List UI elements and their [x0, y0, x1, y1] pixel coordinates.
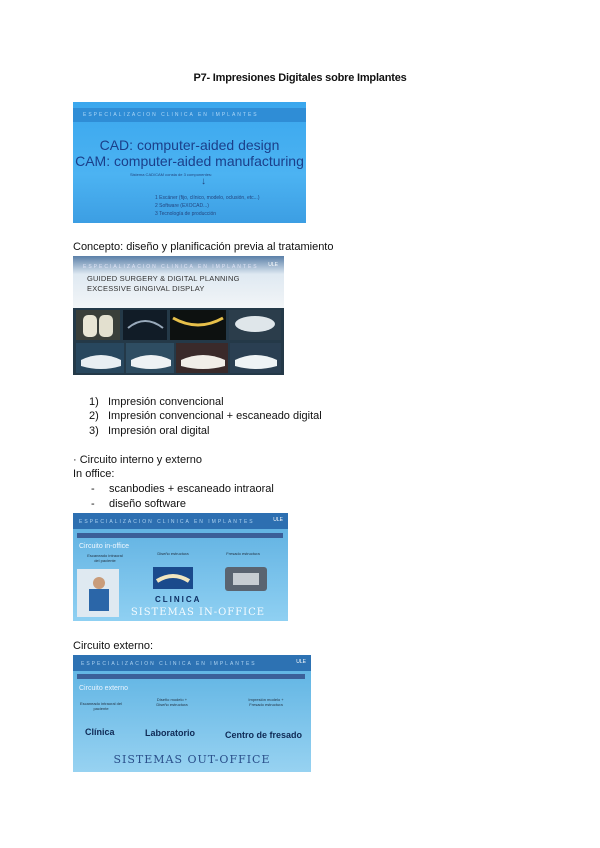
list-item	[89, 409, 322, 423]
step-label: Escaneado intraoral del paciente	[79, 701, 123, 711]
sistemas-out-office: SISTEMAS OUT-OFFICE	[113, 753, 271, 766]
cad-line: CAD: computer-aided design	[99, 137, 280, 153]
guided-surgery-heading	[87, 274, 240, 294]
ule-logo: ULE	[268, 262, 278, 268]
list-text: Impresión oral digital	[108, 425, 210, 437]
step-label: Diseño modelo + Diseño estructura	[156, 697, 188, 707]
list-item: 3 Tecnología de producción	[155, 211, 217, 217]
step-label: Impresión modelo + Fresado estructura	[248, 697, 284, 707]
circuito-in-office-label: Circuito in-office	[79, 543, 130, 550]
milling-window	[233, 573, 259, 585]
ule-logo: ULE	[273, 517, 283, 523]
tooth-shape	[99, 315, 113, 337]
scan-model	[235, 316, 275, 332]
list-item: 2 Software (EXOCAD...)	[155, 203, 209, 209]
step-label: Escaneado intraoral del paciente	[87, 553, 123, 563]
slide-header-text: ESPECIALIZACION CLINICA EN IMPLANTES	[79, 519, 255, 525]
bullet-dash: -	[91, 483, 95, 495]
cad-cam-components-label: Sistema CAD/CAM consta de 3 componentes:	[130, 172, 213, 177]
bullet-item	[91, 482, 274, 496]
laboratorio-label: Laboratorio	[145, 728, 196, 738]
concepto-text: Concepto: diseño y planificación previa al tratamiento	[73, 241, 334, 253]
slide-in-office-image	[73, 513, 288, 621]
centro-fresado-label: Centro de fresado	[225, 730, 303, 740]
bullet-dash: -	[91, 498, 95, 510]
step-label: Fresado estructura	[226, 551, 260, 556]
slide-subheader-bar	[77, 674, 305, 679]
clinica-label: CLINICA	[155, 595, 202, 604]
step-label: Diseño estructura	[157, 551, 189, 556]
heading-line: GUIDED SURGERY & DIGITAL PLANNING	[87, 274, 240, 283]
dentist-body	[89, 589, 109, 611]
list-item	[89, 395, 224, 409]
list-item: 1 Escáner (fijo, clínico, modelo, oclusión, etc...)	[155, 195, 260, 201]
dentist-head	[93, 577, 105, 589]
slide-header-text: ESPECIALIZACION CLINICA EN IMPLANTES	[81, 661, 257, 667]
in-office-label: In office:	[73, 468, 115, 480]
tooth-shape	[83, 315, 97, 337]
slide-guided-surgery-image	[73, 256, 284, 375]
bullet-text: diseño software	[109, 498, 187, 510]
ule-logo: ULE	[296, 659, 306, 665]
slide-out-office-image	[73, 655, 311, 772]
bullet-text: scanbodies + escaneado intraoral	[109, 483, 274, 495]
list-item	[89, 424, 210, 438]
heading-line: EXCESSIVE GINGIVAL DISPLAY	[87, 284, 205, 293]
slide-cad-cam-image	[73, 102, 306, 223]
cad-cam-heading	[73, 137, 306, 169]
circuito-externo-label: Circuito externo:	[73, 640, 154, 652]
list-number: 2)	[89, 410, 99, 422]
slide-header-text: ESPECIALIZACION CLINICA EN IMPLANTES	[83, 264, 259, 270]
dental-photos	[73, 310, 284, 375]
list-number: 3)	[89, 425, 99, 437]
arrow-down-icon: ↓	[201, 176, 206, 187]
circuito-heading: · Circuito interno y externo	[73, 454, 202, 466]
bullet-item	[91, 497, 187, 511]
page-title: P7- Impresiones Digitales sobre Implantes	[193, 72, 407, 84]
list-text: Impresión convencional	[108, 396, 224, 408]
sistemas-in-office: SISTEMAS IN-OFFICE	[130, 607, 266, 618]
list-number: 1)	[89, 396, 99, 408]
slide-header-text: ESPECIALIZACION CLINICA EN IMPLANTES	[83, 112, 259, 118]
circuito-externo-slide-label: Circuito externo	[79, 685, 129, 692]
slide-subheader-bar	[77, 533, 283, 538]
list-text: Impresión convencional + escaneado digital	[108, 410, 322, 422]
cad-cam-component-list	[155, 194, 260, 218]
clinica-label: Clínica	[85, 727, 115, 737]
cam-line: CAM: computer-aided manufacturing	[75, 153, 304, 169]
photo-tile	[76, 310, 120, 340]
